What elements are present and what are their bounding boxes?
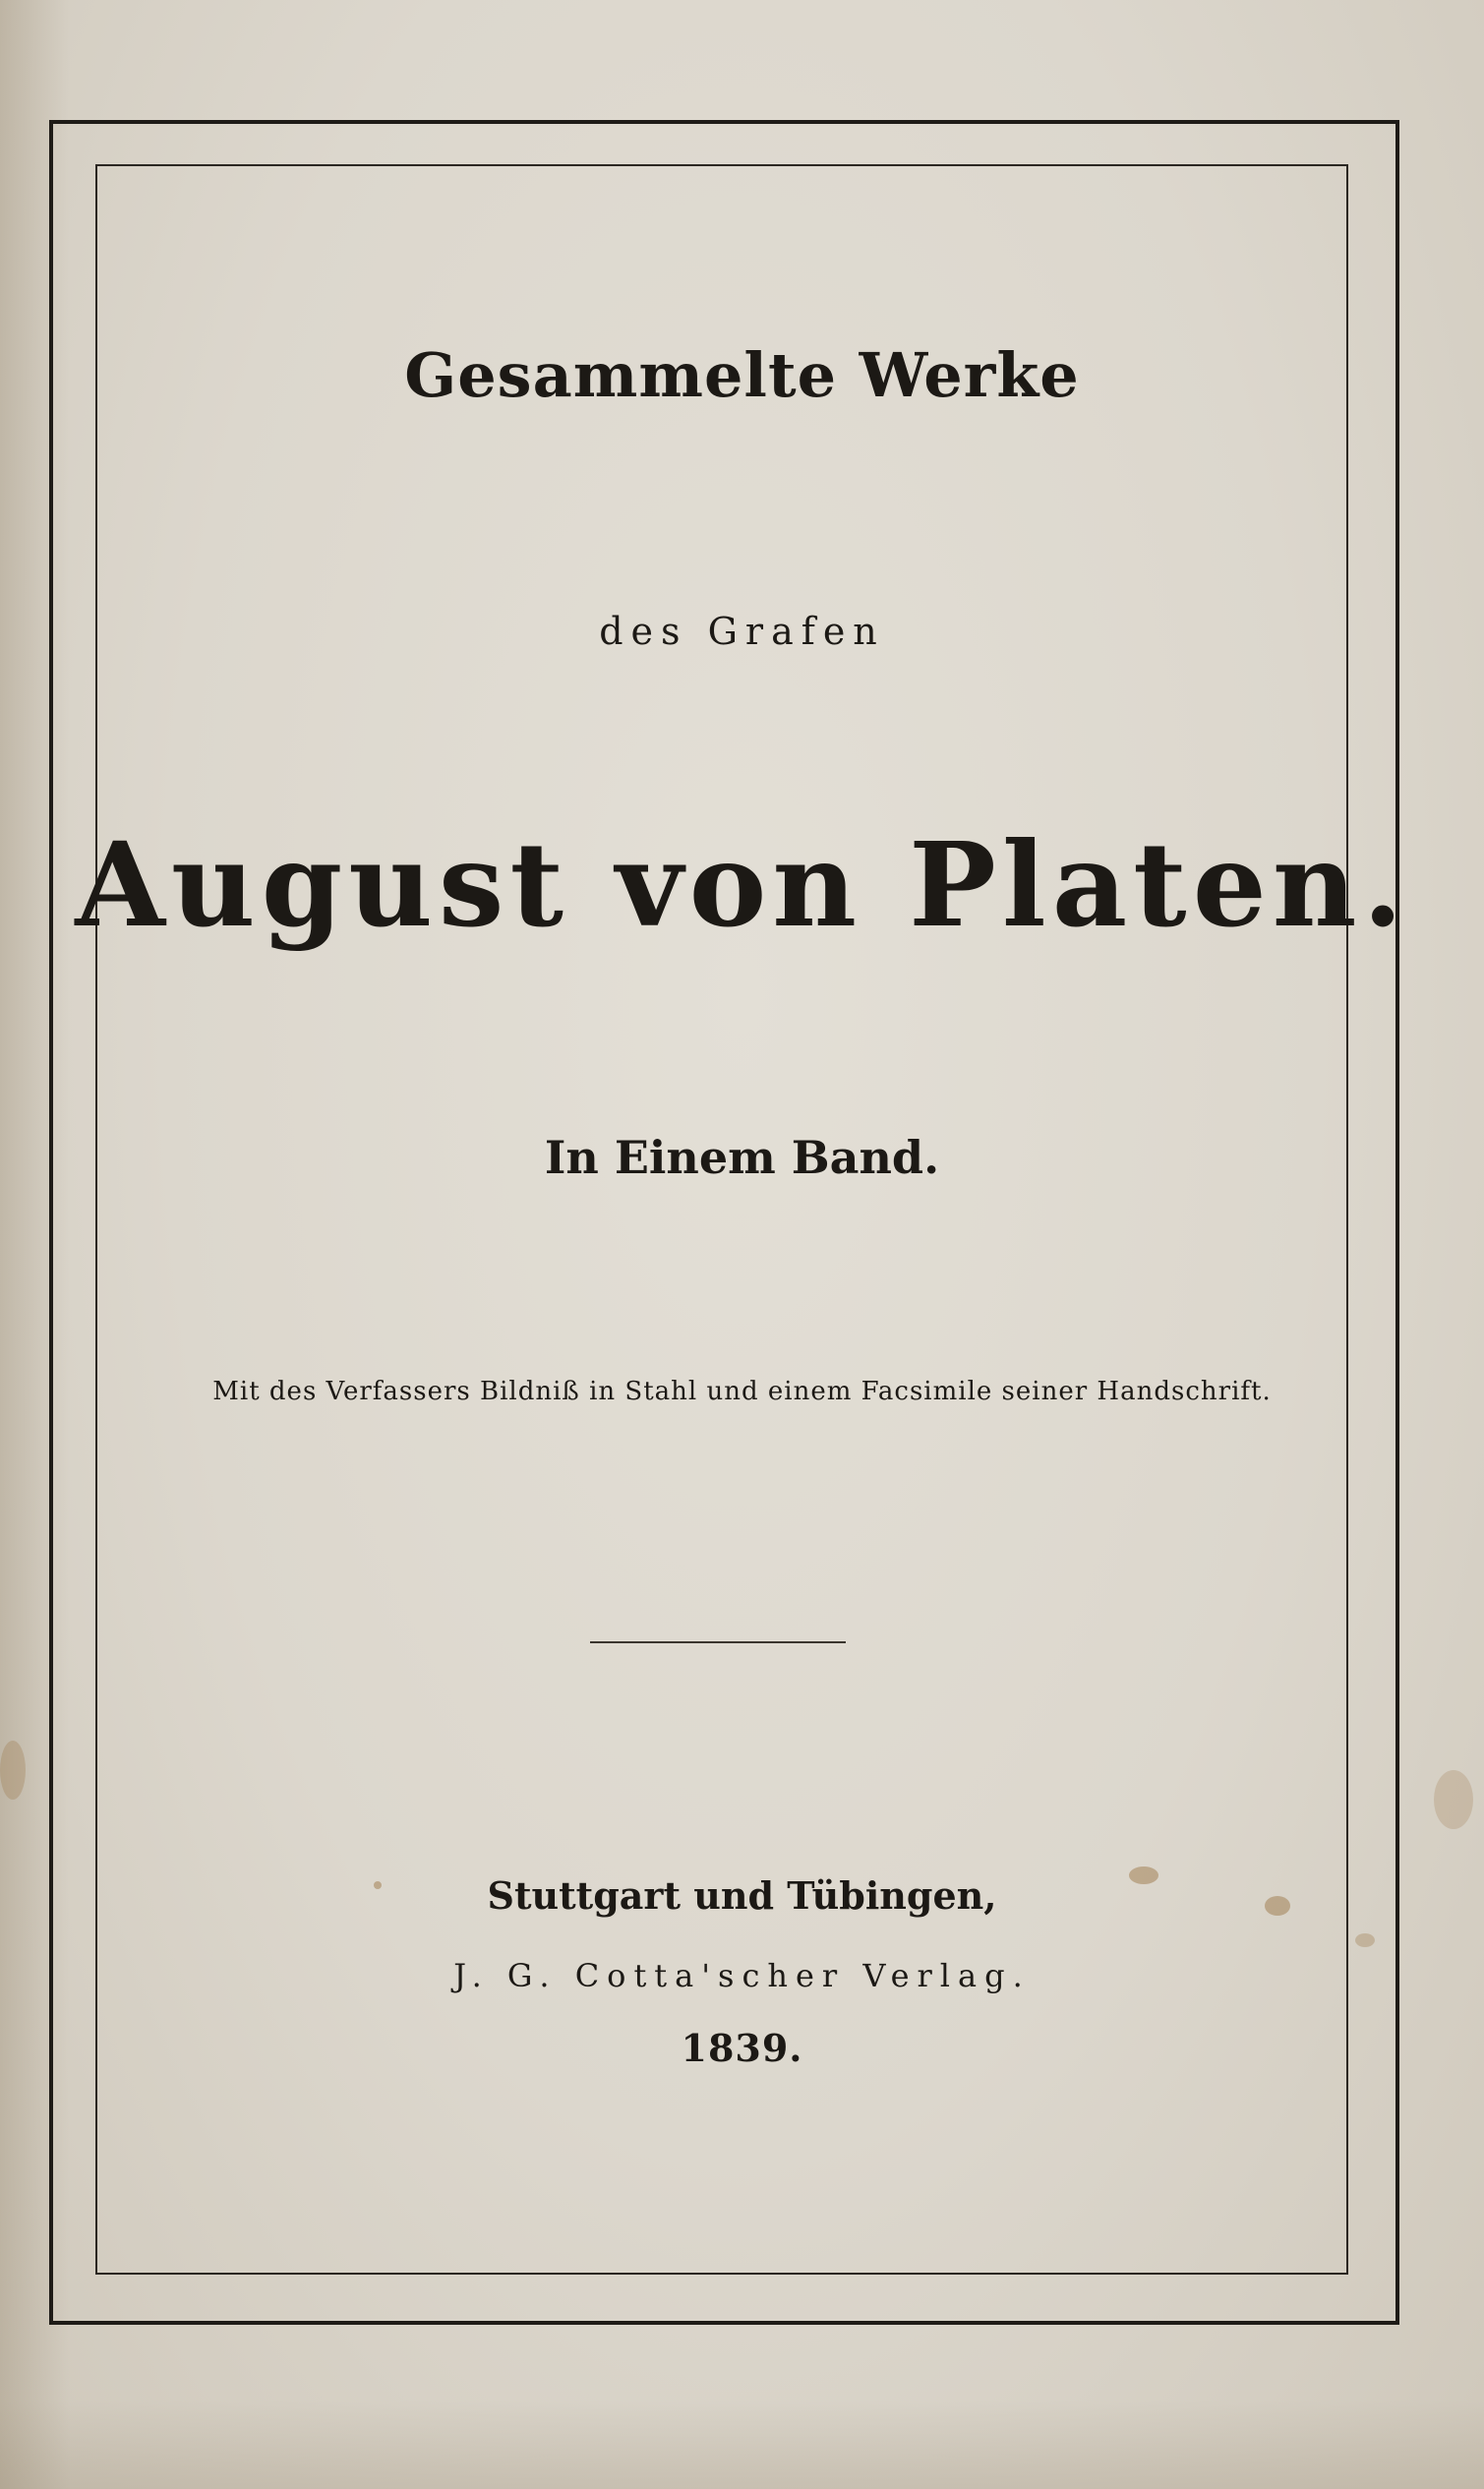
collection-title: Gesammelte Werke xyxy=(404,339,1080,411)
author-name: August von Platen. xyxy=(75,816,1409,953)
divider-rule xyxy=(590,1641,846,1643)
imprint-publisher: J. G. Cotta'scher Verlag. xyxy=(453,1957,1031,1994)
imprint-place: Stuttgart und Tübingen, xyxy=(487,1873,997,1918)
preposition-line: des Grafen xyxy=(599,610,885,653)
contents-note: Mit des Verfassers Bildniß in Stahl und einem Facsimile seiner Handschrift. xyxy=(212,1377,1272,1406)
foxing-spot xyxy=(0,1741,26,1800)
page-edge-shadow xyxy=(0,2400,1484,2489)
foxing-spot xyxy=(1434,1770,1473,1829)
volume-line: In Einem Band. xyxy=(544,1131,940,1184)
imprint-year: 1839. xyxy=(681,2026,803,2070)
